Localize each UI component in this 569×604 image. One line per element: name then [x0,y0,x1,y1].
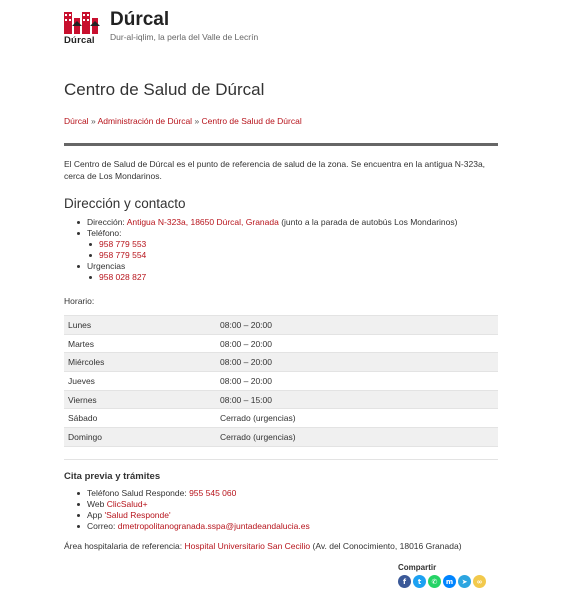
table-row [64,372,498,391]
site-header [64,10,258,46]
page-title: Centro de Salud de Dúrcal [64,80,265,99]
breadcrumb-separator: » [90,116,96,126]
hours-cell: 08:00 – 20:00 [216,353,498,372]
main-content [64,80,498,551]
breadcrumb-link-home[interactable]: Dúrcal [64,116,89,126]
share-widget [398,563,488,588]
site-logo[interactable] [64,10,100,46]
appointments-heading: Cita previa y trámites [64,470,161,482]
breadcrumb-separator: » [194,116,200,126]
facebook-icon[interactable]: f [398,575,411,588]
contact-list [64,217,498,283]
table-row [64,316,498,335]
copy-link-icon[interactable]: ∞ [473,575,486,588]
day-cell: Jueves [64,372,216,391]
appointment-email-item [87,521,498,532]
address-label: Dirección: [87,217,127,227]
breadcrumb [64,116,498,126]
hospital-label: Área hospitalaria de referencia: [64,540,185,551]
section-divider [64,143,498,146]
hospital-reference [64,541,498,551]
table-row [64,390,498,409]
appointment-web-item [87,499,498,510]
hours-cell: 08:00 – 15:00 [216,390,498,409]
hours-cell: Cerrado (urgencias) [216,428,498,447]
clicsalud-link[interactable]: ClicSalud+ [106,498,148,509]
phone-link-1[interactable]: 958 779 553 [99,239,147,249]
appointment-email-label: Correo: [87,520,118,531]
logo-wordmark: Dúrcal [64,35,95,46]
section-divider-thin [64,459,498,460]
whatsapp-icon[interactable]: ✆ [428,575,441,588]
day-cell: Martes [64,334,216,353]
hospital-link[interactable]: Hospital Universitario San Cecilio [184,540,311,551]
day-cell: Miércoles [64,353,216,372]
contact-heading: Dirección y contacto [64,196,186,211]
phone-item [87,228,498,261]
urgent-item [87,261,498,283]
hours-cell: Cerrado (urgencias) [216,409,498,428]
address-note: (junto a la parada de autobús Los Mondarinos) [278,217,458,227]
table-row [64,428,498,447]
share-label: Compartir [398,563,437,572]
phone-link-2[interactable]: 958 779 554 [99,250,147,260]
hours-cell: 08:00 – 20:00 [216,334,498,353]
appointment-phone-item [87,488,498,499]
breadcrumb-link-current[interactable]: Centro de Salud de Dúrcal [201,116,302,126]
telegram-icon[interactable]: ➤ [458,575,471,588]
phone-list-item [99,239,498,250]
breadcrumb-link-administracion[interactable]: Administración de Dúrcal [97,116,193,126]
site-tagline: Dur-al-iqlim, la perla del Valle de Lecrín [110,32,259,42]
appointment-phone-label: Teléfono Salud Responde: [87,487,190,498]
messenger-icon[interactable]: m [443,575,456,588]
schedule-table [64,315,498,447]
address-link[interactable]: Antigua N-323a, 18650 Dúrcal, Granada [126,217,279,227]
intro-paragraph: El Centro de Salud de Dúrcal es el punto de referencia de salud de la zona. Se encuentra en la antigua N-323a, cerca de Los Mondarinos. [64,159,486,181]
day-cell: Sábado [64,409,216,428]
urgent-list-item [99,272,498,283]
table-row [64,409,498,428]
salud-responde-app-link[interactable]: 'Salud Responde' [104,509,171,520]
schedule-label: Horario: [64,296,95,306]
phone-label: Teléfono: [87,228,122,238]
table-row [64,334,498,353]
crest-icon [64,10,100,36]
email-link[interactable]: dmetropolitanogranada.sspa@juntadeandalucia.es [117,520,310,531]
address-item [87,217,498,228]
phone-list-item [99,250,498,261]
appointment-app-item [87,510,498,521]
share-icons [398,575,488,588]
day-cell: Viernes [64,390,216,409]
twitter-icon[interactable]: t [413,575,426,588]
appointment-app-label: App [87,509,105,520]
hospital-note: (Av. del Conocimiento, 18016 Granada) [310,540,462,551]
appointment-phone-link[interactable]: 955 545 060 [189,487,237,498]
day-cell: Lunes [64,316,216,335]
day-cell: Domingo [64,428,216,447]
urgent-phone-link[interactable]: 958 028 827 [99,272,147,282]
hours-cell: 08:00 – 20:00 [216,372,498,391]
hours-cell: 08:00 – 20:00 [216,316,498,335]
table-row [64,353,498,372]
appointment-web-label: Web [87,498,107,509]
urgent-label: Urgencias [87,261,126,271]
appointments-list [64,488,498,532]
site-title[interactable]: Dúrcal [110,9,170,30]
